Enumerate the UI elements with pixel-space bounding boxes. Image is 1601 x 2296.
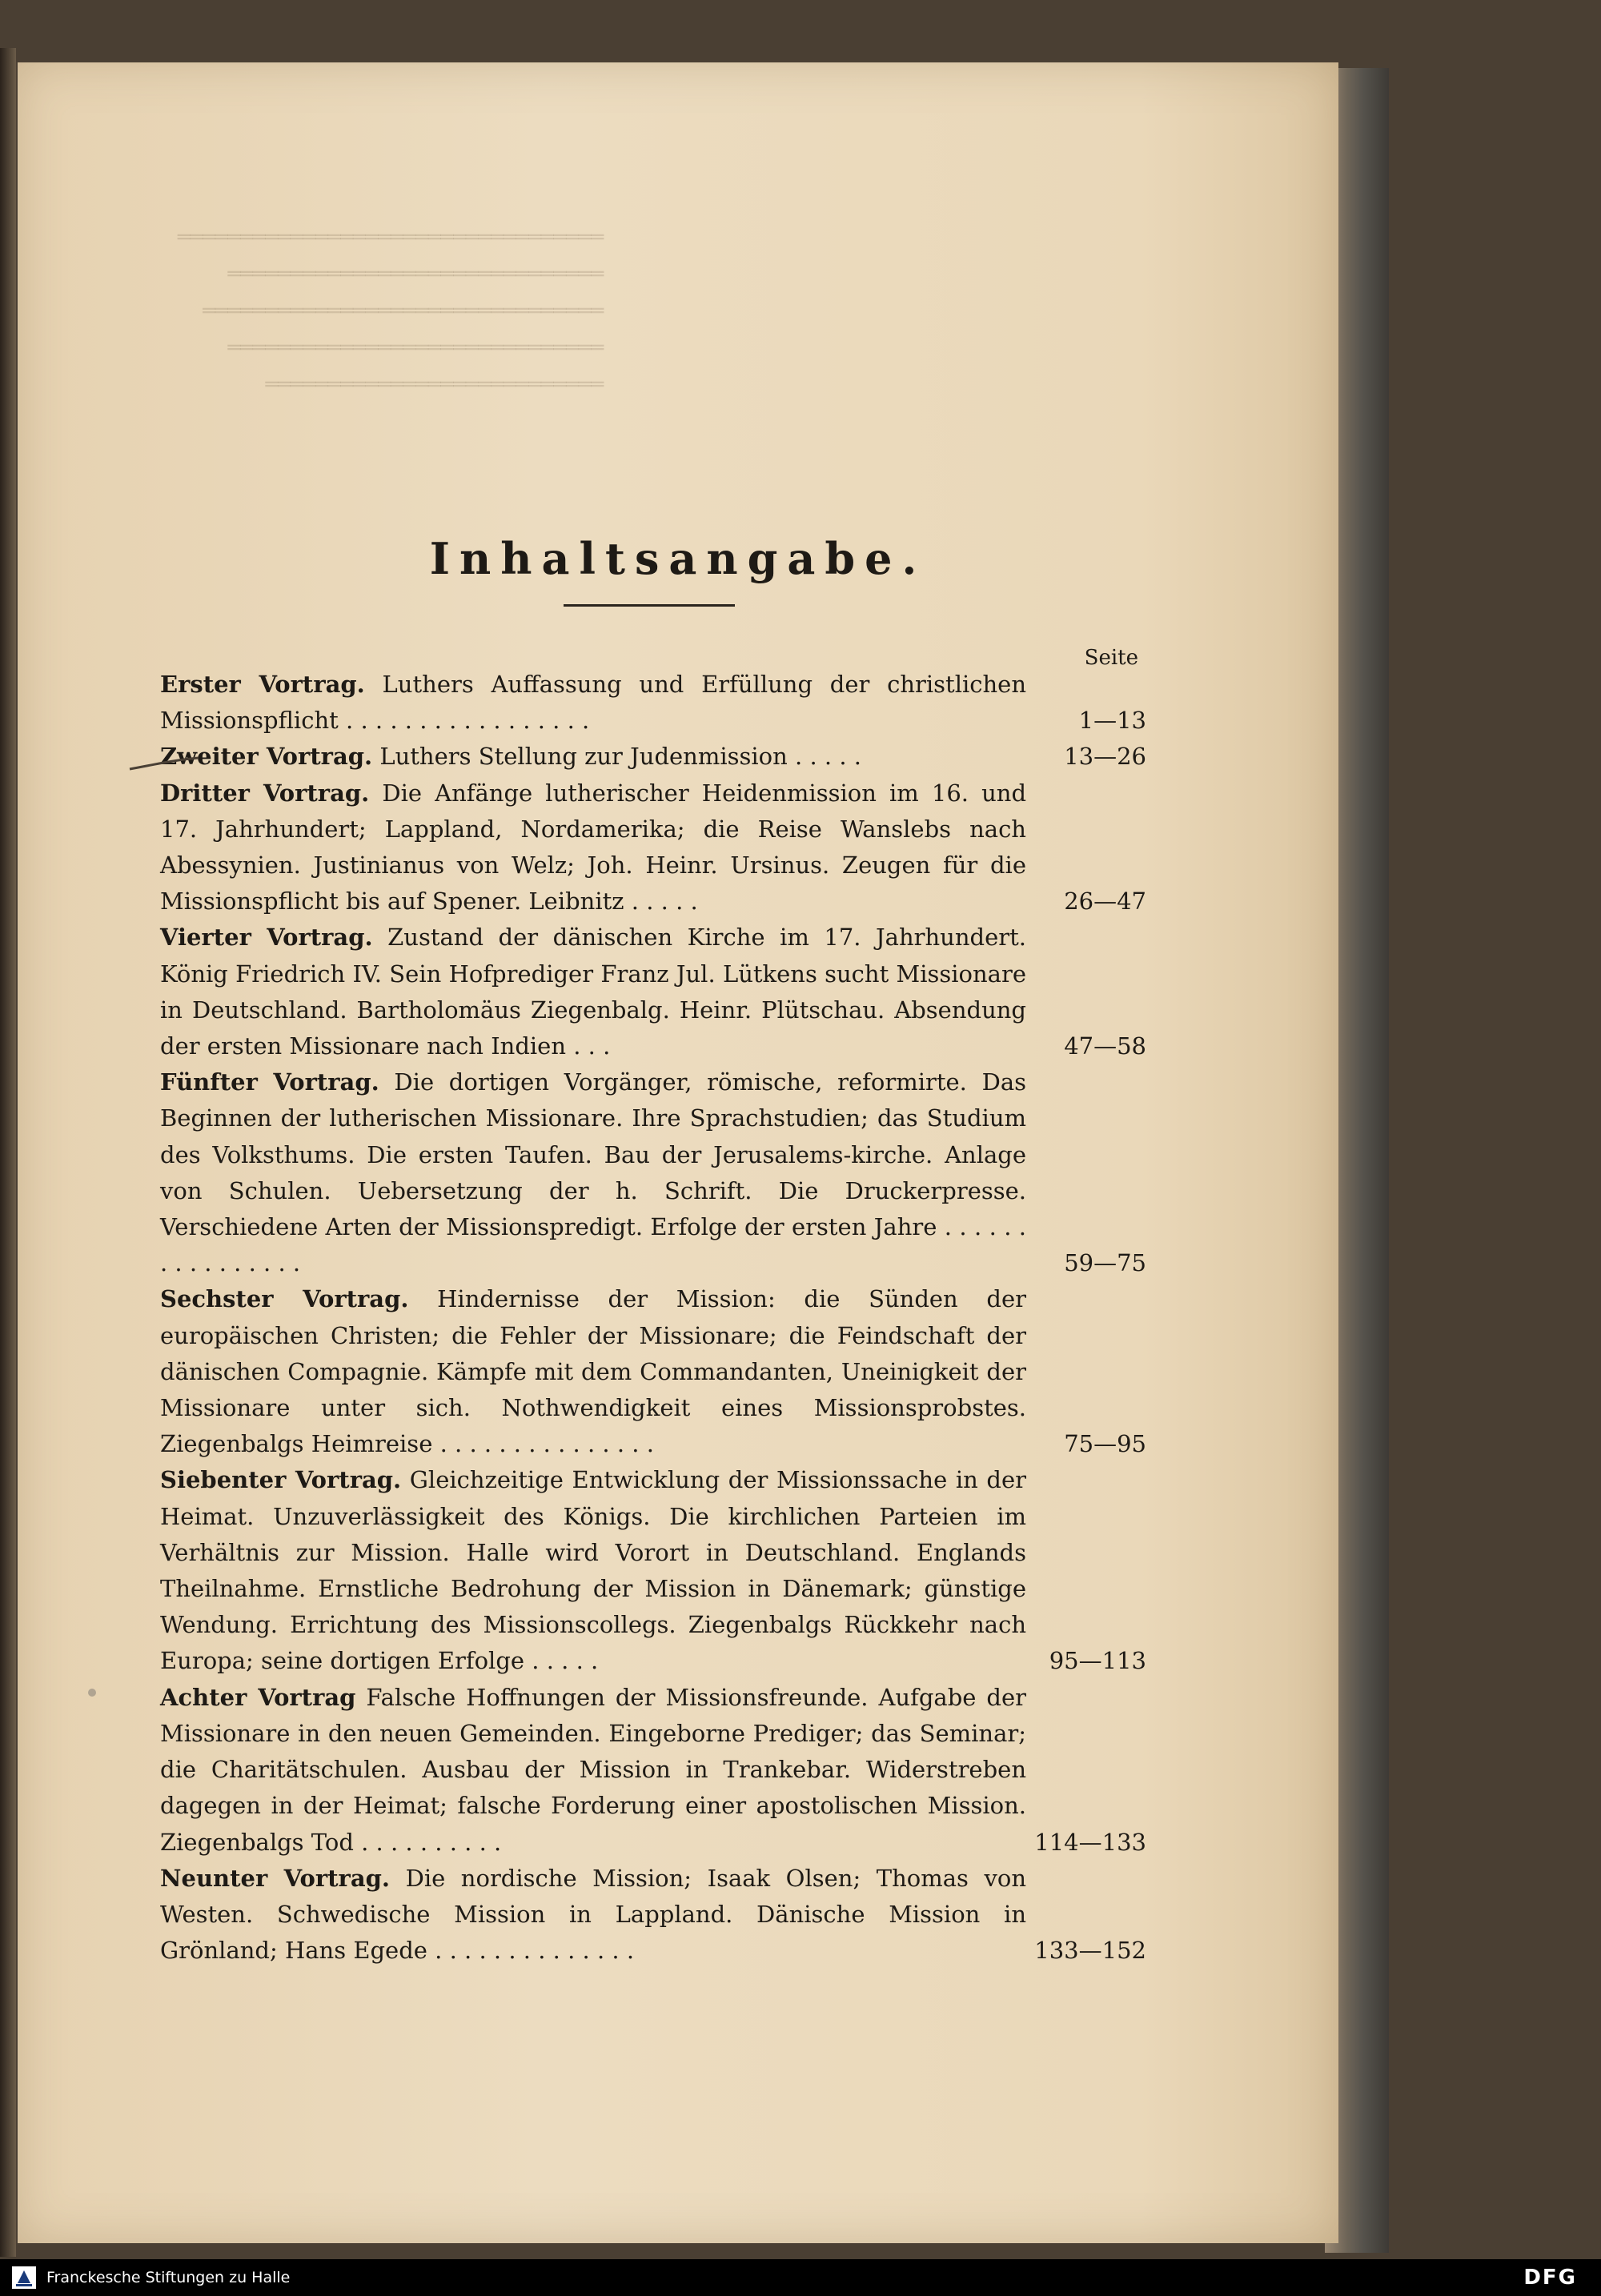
- toc-entry: Neunter Vortrag. Die nordische Mission; Isaak Olsen; Thomas von Westen. Schwedische Mission in Lappland. Dänische Mission in Grönland; Hans Egede . . . . . . . . . . . . . . 133—152: [160, 1861, 1146, 1969]
- page-column-label: Seite: [1084, 646, 1138, 670]
- page-title: Inhaltsangabe.: [429, 533, 927, 584]
- toc-entry: Fünfter Vortrag. Die dortigen Vorgänger, römische, reformirte. Das Beginnen der lutherischen Missionare. Ihre Sprachstudien; das Studium des Volksthums. Die ersten Taufen. Bau der Jerusalems-kirche. Anlage von Schulen. Uebersetzung der h. Schrift. Die Druckerpresse. Verschiedene Arten der Missionspredigt. Erfolge der ersten Jahre . . . . . . . . . . . . . . . . 59—75: [160, 1064, 1146, 1281]
- book-page: [18, 62, 1338, 2243]
- entry-description: Luthers Stellung zur Judenmission: [379, 743, 788, 771]
- entry-description: Luthers Auffassung und Erfüllung der christlichen Missionspflicht: [160, 671, 1027, 735]
- book-edge: [0, 48, 16, 2257]
- entry-pages: 1—13: [1078, 707, 1146, 735]
- entry-pages: 133—152: [1034, 1937, 1146, 1965]
- pencil-mark: [128, 755, 200, 771]
- entry-description: Falsche Hoffnungen der Missionsfreunde. Aufgabe der Missionare in den neuen Gemeinden. Eingeborne Prediger; das Seminar; die Charitätschulen. Ausbau der Mission in Trankebar. Widerstreben dagegen in der Heimat; falsche Forderung einer apostolischen Mission. Ziegenbalgs Tod: [160, 1683, 1026, 1856]
- entry-pages: 114—133: [1034, 1828, 1146, 1856]
- show-through-text: ══════════════════════════════════ ══════════════════════════════ ════════════════════════════════ ══════════════════════════════ ═══════════════════════════: [178, 226, 604, 397]
- title-rule: [564, 604, 735, 607]
- entry-pages: 26—47: [1064, 888, 1146, 916]
- entry-heading: Neunter Vortrag.: [160, 1864, 390, 1892]
- page-spot: [88, 1689, 96, 1697]
- entry-description: Zustand der dänischen Kirche im 17. Jahrhundert. König Friedrich IV. Sein Hofprediger Franz Jul. Lütkens sucht Missionare in Deutschland. Bartholomäus Ziegenbalg. Heinr. Plütschau. Absendung der ersten Missionare nach Indien: [160, 924, 1026, 1060]
- institution-name: Franckesche Stiftungen zu Halle: [46, 2269, 291, 2286]
- entry-pages: 13—26: [1064, 743, 1146, 771]
- entry-pages: 75—95: [1064, 1430, 1146, 1458]
- entry-description: Die Anfänge lutherischer Heidenmission im 16. und 17. Jahrhundert; Lappland, Nordamerika; die Reise Wanslebs nach Abessynien. Justinianus von Welz; Joh. Heinr. Ursinus. Zeugen für die Missionspflicht bis auf Spener. Leibnitz: [160, 779, 1027, 916]
- entry-pages: 59—75: [1064, 1249, 1146, 1277]
- entry-heading: Vierter Vortrag.: [160, 924, 373, 952]
- entry-heading: Sechster Vortrag.: [160, 1285, 409, 1313]
- entry-description: Die dortigen Vorgänger, römische, reformirte. Das Beginnen der lutherischen Missionare. Ihre Sprachstudien; das Studium des Volksthums. Die ersten Taufen. Bau der Jerusalems-kirche. Anlage von Schulen. Uebersetzung der h. Schrift. Die Druckerpresse. Verschiedene Arten der Missionspredigt. Erfolge der ersten Jahre: [160, 1068, 1026, 1241]
- table-of-contents: [160, 667, 1146, 1969]
- entry-heading: Zweiter Vortrag.: [160, 743, 373, 771]
- toc-entry: Siebenter Vortrag. Gleichzeitige Entwicklung der Missionssache in der Heimat. Unzuverlässigkeit des Königs. Die kirchlichen Parteien im Verhältnis zur Mission. Halle wird Vorort in Deutschland. Englands Theilnahme. Ernstliche Bedrohung der Mission in Dänemark; günstige Wendung. Errichtung des Missionscollegs. Ziegenbalgs Rückkehr nach Europa; seine dortigen Erfolge . . . . . 95—113: [160, 1462, 1146, 1679]
- toc-entry: Vierter Vortrag. Zustand der dänischen Kirche im 17. Jahrhundert. König Friedrich IV. Sein Hofprediger Franz Jul. Lütkens sucht Missionare in Deutschland. Bartholomäus Ziegenbalg. Heinr. Plütschau. Absendung der ersten Missionare nach Indien . . . 47—58: [160, 920, 1146, 1064]
- toc-entry: Erster Vortrag. Luthers Auffassung und Erfüllung der christlichen Missionspflicht . . . . . . . . . . . . . . . . . 1—13: [160, 667, 1146, 739]
- funder-logo: DFG: [1523, 2266, 1577, 2290]
- entry-heading: Dritter Vortrag.: [160, 779, 370, 807]
- footer-bar: [0, 2259, 1601, 2296]
- toc-entry: Sechster Vortrag. Hindernisse der Mission: die Sünden der europäischen Christen; die Fehler der Missionare; die Feindschaft der dänischen Compagnie. Kämpfe mit dem Commandanten, Uneinigkeit der Missionare unter sich. Nothwendigkeit eines Missionsprobstes. Ziegenbalgs Heimreise . . . . . . . . . . . . . . . 75—95: [160, 1281, 1146, 1462]
- toc-entry: Zweiter Vortrag. Luthers Stellung zur Judenmission . . . . . 13—26: [160, 739, 1146, 775]
- entry-pages: 47—58: [1064, 1032, 1146, 1060]
- toc-entry: Dritter Vortrag. Die Anfänge lutherischer Heidenmission im 16. und 17. Jahrhundert; Lappland, Nordamerika; die Reise Wanslebs nach Abessynien. Justinianus von Welz; Joh. Heinr. Ursinus. Zeugen für die Missionspflicht bis auf Spener. Leibnitz . . . . . 26—47: [160, 775, 1146, 920]
- toc-entry: Achter Vortrag Falsche Hoffnungen der Missionsfreunde. Aufgabe der Missionare in den neuen Gemeinden. Eingeborne Prediger; das Seminar; die Charitätschulen. Ausbau der Mission in Trankebar. Widerstreben dagegen in der Heimat; falsche Forderung einer apostolischen Mission. Ziegenbalgs Tod . . . . . . . . . . 114—133: [160, 1680, 1146, 1861]
- entry-heading: Siebenter Vortrag.: [160, 1466, 402, 1494]
- institution-logo-icon: [11, 2266, 37, 2290]
- entry-description: Hindernisse der Mission: die Sünden der europäischen Christen; die Fehler der Missionare; die Feindschaft der dänischen Compagnie. Kämpfe mit dem Commandanten, Uneinigkeit der Missionare unter sich. Nothwendigkeit eines Missionsprobstes. Ziegenbalgs Heimreise: [160, 1285, 1026, 1458]
- entry-heading: Erster Vortrag.: [160, 671, 365, 698]
- entry-heading: Fünfter Vortrag.: [160, 1068, 379, 1096]
- entry-pages: 95—113: [1049, 1647, 1146, 1675]
- entry-heading: Achter Vortrag: [160, 1683, 356, 1711]
- entry-description: Die nordische Mission; Isaak Olsen; Thomas von Westen. Schwedische Mission in Lappland. Dänische Mission in Grönland; Hans Egede: [160, 1864, 1027, 1965]
- entry-description: Gleichzeitige Entwicklung der Missionssache in der Heimat. Unzuverlässigkeit des Königs. Die kirchlichen Parteien im Verhältnis zur Mission. Halle wird Vorort in Deutschland. Englands Theilnahme. Ernstliche Bedrohung der Mission in Dänemark; günstige Wendung. Errichtung des Missionscollegs. Ziegenbalgs Rückkehr nach Europa; seine dortigen Erfolge: [160, 1466, 1027, 1675]
